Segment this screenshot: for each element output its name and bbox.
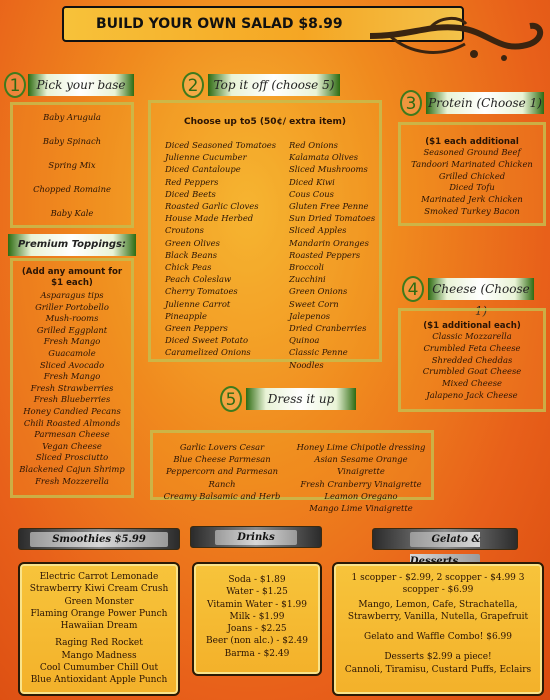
list-item: Griller Portobello Mush-rooms xyxy=(35,301,109,324)
list-item: Asparagus tips xyxy=(40,290,104,300)
list-item: Marinated Jerk Chicken xyxy=(421,194,523,205)
list-item: Beer (non alc.) - $2.49 xyxy=(206,636,308,647)
list-item: Raging Red Rocket xyxy=(55,638,143,649)
list-item: Caramelized Onions xyxy=(165,347,251,358)
list-item: Green Olives xyxy=(165,237,220,248)
list-item: Sliced Mushrooms xyxy=(289,164,368,175)
list-item: Hawaiian Dream xyxy=(60,621,138,632)
cheese-note: ($1 additional each) xyxy=(423,321,521,331)
list-item: Diced Tofu xyxy=(449,182,495,193)
list-item: Jalepenos xyxy=(289,310,331,321)
list-item: Tandoori Marinated Chicken xyxy=(411,158,533,169)
list-item: Flaming Orange Power Punch xyxy=(30,608,168,619)
toppings-column-1 xyxy=(165,139,283,359)
dressing-column-2 xyxy=(291,441,431,514)
protein-panel xyxy=(398,122,546,226)
list-item: Honey Lime Chipotle dressing xyxy=(296,442,426,452)
list-item: Mixed Cheese xyxy=(442,378,502,389)
list-item: Diced Sweet Potato xyxy=(165,335,249,346)
section-label-toppings: Top it off (choose 5) xyxy=(208,74,340,96)
list-item: Baby Spinach xyxy=(42,136,102,146)
list-item: Grilled Eggplant xyxy=(36,324,108,335)
list-item: Kalamata Olives xyxy=(289,152,359,163)
list-item: Sliced Avocado xyxy=(39,359,105,370)
list-item: Baby Kale xyxy=(50,208,94,218)
list-item: Blackened Cajun Shrimp xyxy=(19,463,125,474)
list-item: Cool Cumumber Chill Out xyxy=(39,663,159,674)
list-item: Electric Carrot Lemonade xyxy=(39,572,159,582)
list-item: Shredded Cheddas xyxy=(431,354,513,365)
list-item: Classic Penne Noodles xyxy=(289,347,348,370)
list-item: Mango Madness xyxy=(61,650,137,661)
list-item: Julienne Cucumber xyxy=(165,152,247,163)
list-item: Classic Mozzarella xyxy=(432,331,512,341)
list-item: Black Beans xyxy=(165,249,218,260)
list-item: Parmesan Cheese xyxy=(34,429,110,440)
list-item: Water - $1.25 xyxy=(226,587,288,598)
list-item: House Made Herbed Croutons xyxy=(165,213,254,236)
list-item: Diced Cantaloupe xyxy=(165,164,241,175)
list-item: Crumbled Goat Cheese xyxy=(422,366,522,377)
list-item: Fresh Mango xyxy=(43,336,101,347)
step-number-1: 1 xyxy=(4,72,26,98)
list-item: Diced Seasoned Tomatoes xyxy=(165,140,277,150)
toppings-panel xyxy=(148,100,382,370)
list-item: Smoked Turkey Bacon xyxy=(424,205,520,216)
list-item: Green Peppers xyxy=(165,323,228,334)
section-label-premium: Premium Toppings: xyxy=(8,234,136,256)
list-item: Asian Sesame Orange Vinaigrette xyxy=(314,454,408,477)
list-item: Spring Mix xyxy=(48,160,96,170)
list-item: Barma - $2.49 xyxy=(224,648,290,659)
drinks-box xyxy=(192,562,322,676)
step-number-2: 2 xyxy=(182,72,204,98)
section-label-dressing: Dress it up xyxy=(246,388,356,410)
gelato-box xyxy=(332,562,544,696)
list-item: Julienne Carrot xyxy=(165,298,231,309)
list-item: Mandarin Oranges xyxy=(289,237,369,248)
base-panel xyxy=(10,102,134,228)
list-item: Roasted Garlic Cloves xyxy=(165,201,259,212)
list-item: Roasted Peppers xyxy=(289,249,361,260)
list-item: Broccoli xyxy=(289,262,324,273)
list-item: Sun Dried Tomatoes xyxy=(289,213,376,224)
smoothies-label: Smoothies $5.99 xyxy=(30,532,168,547)
gelato-header xyxy=(372,528,518,550)
list-item: Dried Cranberries xyxy=(289,323,367,334)
list-item: Crumbled Feta Cheese xyxy=(423,342,521,353)
section-label-protein: Protein (Choose 1) xyxy=(426,92,544,114)
list-item: Green Monster xyxy=(64,596,134,607)
list-item: Milk - $1.99 xyxy=(229,611,285,622)
dressing-column-1 xyxy=(157,441,287,502)
list-item: Cous Cous xyxy=(289,188,334,199)
list-item: Seasoned Ground Beef xyxy=(423,147,521,157)
list-item: Sliced Prosciutto xyxy=(35,452,109,463)
list-item: Joans - $2.25 xyxy=(227,624,287,635)
list-item: Zucchini xyxy=(289,274,326,285)
premium-list xyxy=(13,290,131,487)
smoothies-box xyxy=(18,562,180,696)
list-item: Creamy Balsamic and Herb xyxy=(163,490,281,501)
list-item: Cherry Tomatoes xyxy=(165,286,238,297)
protein-note: ($1 each additional xyxy=(425,137,519,147)
list-item: Sweet Corn xyxy=(289,298,339,309)
list-item: Green Onions xyxy=(289,286,348,297)
section-label-base: Pick your base xyxy=(28,74,134,96)
menu-title: BUILD YOUR OWN SALAD $8.99 xyxy=(62,6,464,42)
list-item: Sliced Apples xyxy=(289,225,347,236)
list-item: Soda - $1.89 xyxy=(228,575,286,585)
step-number-5: 5 xyxy=(220,386,242,412)
cheese-panel xyxy=(398,308,546,412)
list-item: Jalapeno Jack Cheese xyxy=(426,389,518,400)
list-item: Pineapple xyxy=(165,310,208,321)
protein-list xyxy=(401,147,543,218)
toppings-heading: Choose up to5 (50¢/ extra item) xyxy=(184,117,346,127)
list-item: Blue Cheese Parmesan xyxy=(173,454,271,465)
list-item: Fresh Blueberries xyxy=(33,394,111,405)
list-item: Grilled Chicked xyxy=(438,170,506,181)
cheese-list xyxy=(401,331,543,402)
gelato-combo: Gelato and Waffle Combo! $6.99 xyxy=(364,632,512,643)
list-item: Diced Beets xyxy=(165,188,216,199)
step-number-3: 3 xyxy=(400,90,422,116)
list-item: Diced Kiwi xyxy=(289,176,335,187)
list-item: Red Peppers xyxy=(165,176,219,187)
toppings-column-2 xyxy=(289,139,385,371)
decorative-swirl-icon xyxy=(370,14,550,74)
list-item: Mango Lime Vinaigrette xyxy=(309,503,413,514)
drinks-label: Drinks xyxy=(215,530,297,545)
step-number-4: 4 xyxy=(402,276,424,302)
gelato-flavors: Mango, Lemon, Cafe, Strachatella, Strawberry, Vanilla, Nutella, Grapefruit xyxy=(347,599,529,622)
smoothies-header xyxy=(18,528,180,550)
section-label-cheese: Cheese (Choose 1) xyxy=(428,278,534,300)
list-item: Baby Arugula xyxy=(43,112,101,122)
list-item: Garlic Lovers Cesar xyxy=(179,442,265,452)
list-item: Chopped Romaine xyxy=(33,184,111,194)
list-item: Guacamole xyxy=(48,347,96,358)
list-item: Fresh Strawberries xyxy=(30,382,114,393)
desserts-price: Desserts $2.99 a piece! xyxy=(384,652,492,663)
list-item: Vegan Cheese xyxy=(42,440,102,451)
list-item: Red Onions xyxy=(289,140,338,150)
list-item: Peach Coleslaw xyxy=(165,274,232,285)
desserts-list: Cannoli, Tiramisu, Custard Puffs, Eclairs xyxy=(344,664,532,675)
list-item: Blue Antioxidant Apple Punch xyxy=(30,675,168,686)
premium-panel xyxy=(10,258,134,498)
list-item: Chili Roasted Almonds xyxy=(23,417,121,428)
list-item: Chick Peas xyxy=(165,262,212,273)
list-item: Peppercorn and Parmesan Ranch xyxy=(166,466,278,489)
list-item: Quinoa xyxy=(289,335,320,346)
list-item: Gluten Free Penne xyxy=(289,201,369,212)
list-item: Fresh Mozzerella xyxy=(35,475,109,486)
list-item: Fresh Cranberry Vinaigrette xyxy=(300,478,422,489)
drinks-header xyxy=(190,526,322,548)
list-item: Vitamin Water - $1.99 xyxy=(207,599,307,610)
gelato-scoops: 1 scopper - $2.99, 2 scopper - $4.99 3 scopper - $6.99 xyxy=(351,573,525,596)
dressing-panel xyxy=(150,430,434,514)
gelato-label: Gelato & xyxy=(410,532,481,569)
list-item: Strawberry Kiwi Cream Crush xyxy=(29,584,169,595)
list-item: Honey Candied Pecans xyxy=(23,405,121,416)
premium-note: (Add any amount for $1 each) xyxy=(21,267,123,288)
list-item: Leamon Oregano xyxy=(324,490,398,501)
list-item: Fresh Mango xyxy=(43,371,101,382)
